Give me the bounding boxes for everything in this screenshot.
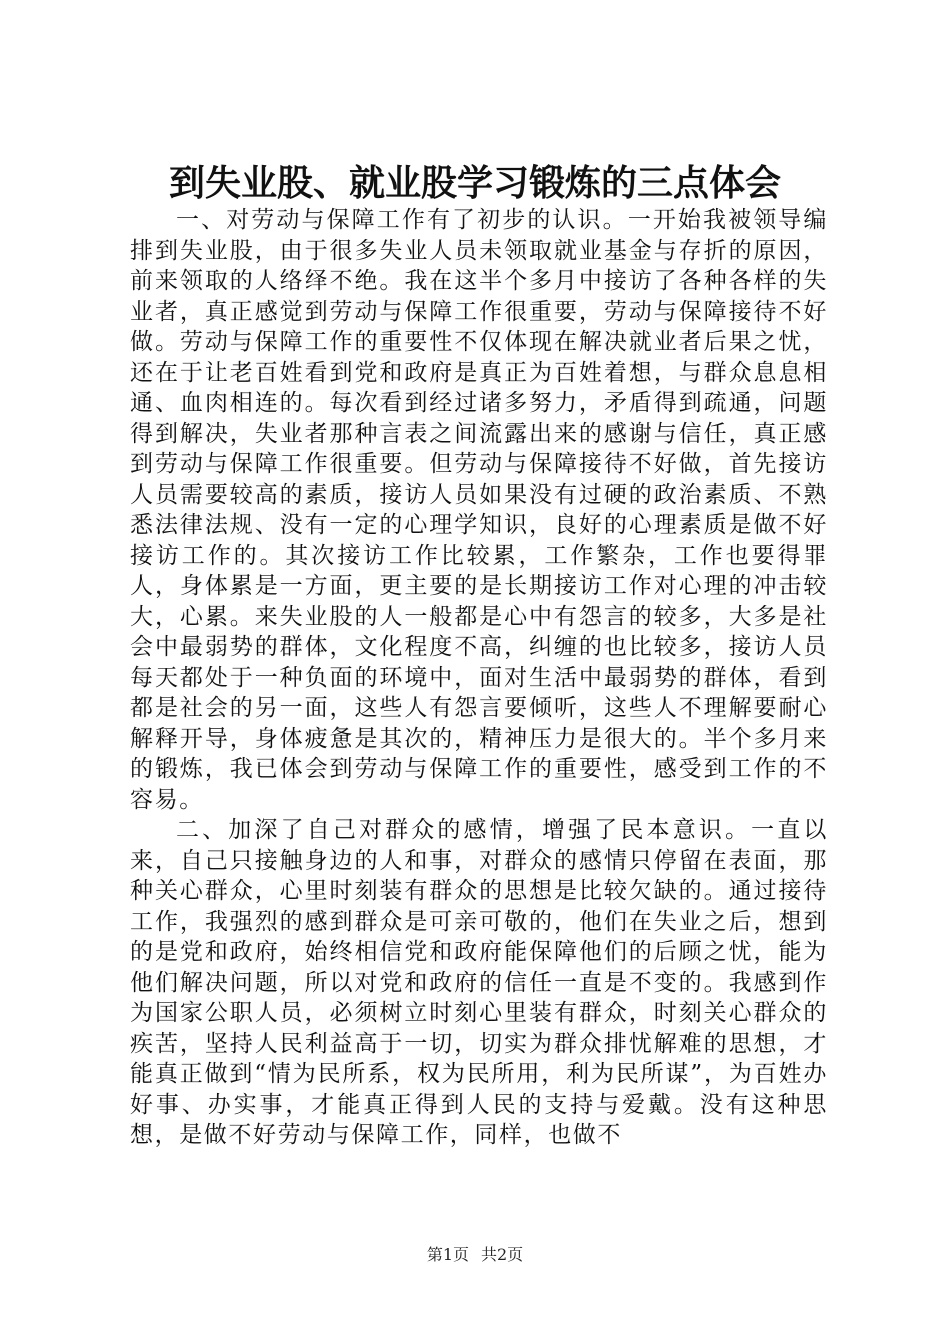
paragraph-2: 二、加深了自己对群众的感情，增强了民本意识。一直以来，自己只接触身边的人和事，对群众的感情只停留在表面，那种关心群众，心里时刻装有群众的思想是比较欠缺的。通过接待工作，我强烈的感到群众是可亲可敬的，他们在失业之后，想到的是党和政府，始终相信党和政府能保障他们的后顾之忧，能为他们解决问题，所以对党和政府的信任一直是不变的。我感到作为国家公职人员，必须树立时刻心里装有群众，时刻关心群众的疾苦，坚持人民利益高于一切，切实为群众排忧解难的思想，才能真正做到“情为民所系，权为民所用，利为民所谋”，为百姓办好事、办实事，才能真正得到人民的支持与爱戴。没有这种思想，是做不好劳动与保障工作，同样，也做不 bbox=[130, 817, 828, 1148]
page-footer bbox=[0, 1244, 950, 1266]
page-total: 共2页 bbox=[481, 1245, 524, 1264]
paragraph-1: 一、对劳动与保障工作有了初步的认识。一开始我被领导编排到失业股，由于很多失业人员未领取就业基金与存折的原因，前来领取的人络绎不绝。我在这半个多月中接访了各种各样的失业者，真正感觉到劳动与保障工作很重要，劳动与保障接待不好做。劳动与保障工作的重要性不仅体现在解决就业者后果之忧，还在于让老百姓看到党和政府是真正为百姓着想，与群众息息相通、血肉相连的。每次看到经过诸多努力，矛盾得到疏通，问题得到解决，失业者那种言表之间流露出来的感谢与信任，真正感到劳动与保障工作很重要。但劳动与保障接待不好做，首先接访人员需要较高的素质，接访人员如果没有过硬的政治素质、不熟悉法律法规、没有一定的心理学知识，良好的心理素质是做不好接访工作的。其次接访工作比较累，工作繁杂，工作也要得罪人，身体累是一方面，更主要的是长期接访工作对心理的冲击较大，心累。来失业股的人一般都是心中有怨言的较多，大多是社会中最弱势的群体，文化程度不高，纠缠的也比较多，接访人员每天都处于一种负面的环境中，面对生活中最弱势的群体，看到都是社会的另一面，这些人有怨言要倾听，这些人不理解要耐心解释开导，身体疲惫是其次的，精神压力是很大的。半个多月来的锻炼，我已体会到劳动与保障工作的重要性，感受到工作的不容易。 bbox=[130, 207, 828, 813]
document-body bbox=[130, 205, 828, 1151]
document-title: 到失业股、就业股学习锻炼的三点体会 bbox=[168, 162, 781, 204]
page-number: 第1页 bbox=[426, 1245, 469, 1264]
